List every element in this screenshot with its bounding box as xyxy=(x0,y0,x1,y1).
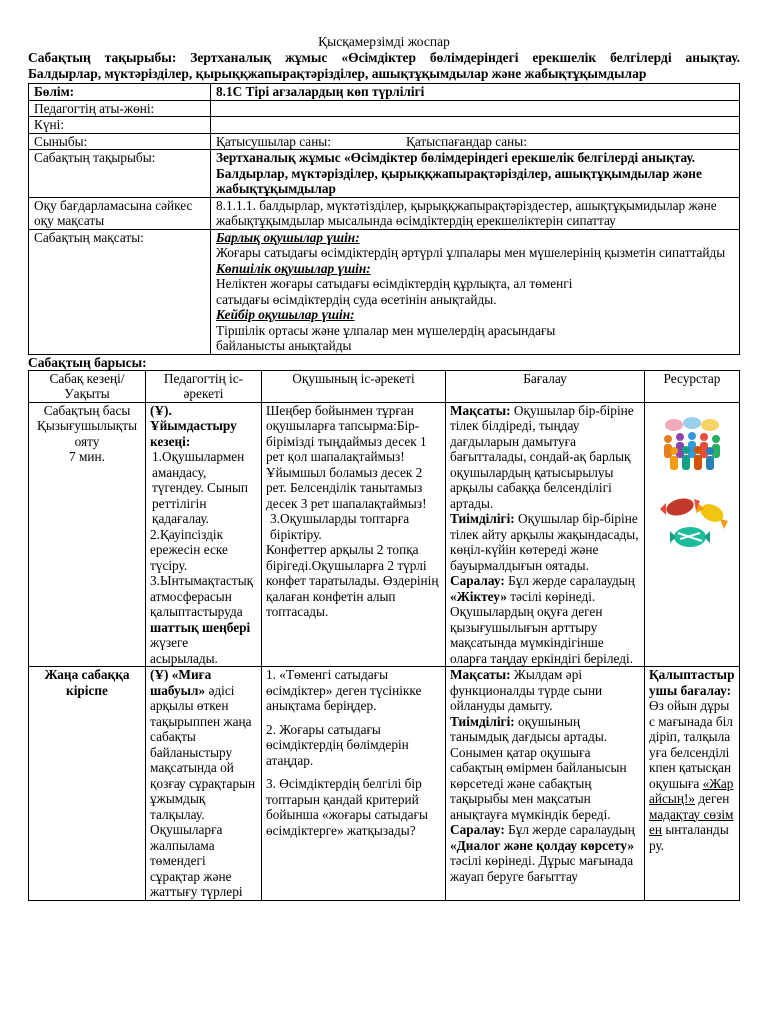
teacher-cell-intro xyxy=(146,667,262,901)
student-question-2: 2. Жоғары сатыдағы өсімдіктердің бөлімдерін атаңдар. xyxy=(266,721,409,768)
praise-word: «Жарайсың!» xyxy=(649,775,734,806)
teacher-intro-text: әдісі арқылы өткен тақырыппен жаңа сабақты байланыстыру мақсатында ой қозғау сұрақтарын ұжымдық талқылау. Оқушыларға жалпылама төмендегі сұрақтар және жаттығу түрлері xyxy=(150,682,256,899)
eval-goal xyxy=(450,403,640,512)
eval-diff-text-a-intro: Бұл жерде саралаудың xyxy=(508,822,635,837)
class-label: Сыныбы: xyxy=(29,133,211,150)
goal-all-heading: Барлық оқушылар үшін: xyxy=(216,229,360,245)
date-label: Күні: xyxy=(29,117,211,134)
teacher-item-3-a: 3.Ынтымақтастық атмосферасын қалыптастыруда xyxy=(150,573,254,619)
date-value xyxy=(211,117,740,134)
resources-cell xyxy=(645,402,740,667)
eval-goal-label: Мақсаты: xyxy=(450,402,511,418)
goal-most-heading: Көпшілік оқушылар үшін: xyxy=(216,260,371,276)
attendance-cell xyxy=(211,133,740,150)
teacher-row xyxy=(29,100,740,117)
eval-goal-text-intro: Жылдам әрі функционалды түрде сыни ойлануды дамыту. xyxy=(450,667,603,713)
lesson-topic-line1: Сабақтың тақырыбы: Зертханалық жұмыс «Өсімдіктер бөлімдеріндегі ерекшелік белгілерді анықтау. xyxy=(28,50,740,65)
stage-name: Сабақтың басы Қызығушылықты ояту xyxy=(36,402,138,449)
eval-goal-intro xyxy=(450,667,640,714)
present-label: Қатысушылар саны: xyxy=(216,133,331,149)
stage-cell-intro: Жаңа сабаққа кіріспе xyxy=(29,667,146,901)
topic-label: Сабақтың тақырыбы: xyxy=(29,150,211,198)
goal-value xyxy=(211,229,740,354)
stage-time: 7 мин. xyxy=(69,449,105,464)
eval-goal-label-intro: Мақсаты: xyxy=(450,667,511,682)
section-value: 8.1С Тірі ағзалардың көп түрлілігі xyxy=(211,84,740,101)
student-cell xyxy=(262,402,446,667)
flow-row-opening xyxy=(29,402,740,667)
objective-row xyxy=(29,197,740,229)
col-eval: Бағалау xyxy=(446,370,645,402)
class-row xyxy=(29,133,740,150)
teacher-item-1: 1.Оқушылармен амандасу, түгендеу. Сынып реттілігін қадағалау. xyxy=(152,449,249,526)
eval-diff-text-a: Бұл жерде саралаудың xyxy=(508,573,635,588)
student-p3: Конфеттер арқылы 2 топқа бірігеді.Оқушыларға 2 түрлі конфет таратылады. Өздерінің қалаған конфетін алып топтасады. xyxy=(266,542,439,619)
eval-eff-intro xyxy=(450,714,640,823)
eval-cell-intro xyxy=(446,667,645,901)
col-stage: Сабақ кезеңі/Уақыты xyxy=(29,370,146,402)
lesson-topic-line2: Балдырлар, мүктәрізділер, қырыққжапырақтәрізділер, ашықтұқымдылар және жабықтұқымдылар xyxy=(28,66,647,81)
formative-assessment-label: Қалыптастырушы бағалау: xyxy=(649,667,735,698)
col-resources: Ресурстар xyxy=(645,370,740,402)
teacher-value xyxy=(211,100,740,117)
eval-diff-text-b-intro: тәсілі көрінеді. Дұрыс мағынада жауап беруге бағыттау xyxy=(450,853,634,884)
formative-assessment-text: Өз ойын дұрыс мағынада білдіріп, талқылауға белсенділікпен қатысқан оқушыға xyxy=(649,698,733,791)
goal-most-text: Неліктен жоғары сатыдағы өсімдіктердің құрлықта, ал төменгі сатыдағы өсімдіктердің суда өсетінін анықтайды. xyxy=(216,276,573,307)
objective-label: Оқу бағдарламасына сәйкес оқу мақсаты xyxy=(29,197,211,229)
student-question-3: 3. Өсімдіктердің белгілі бір топтарын қандай критерий бойынша «жоғары сатыдағы өсімдіктерге» жатқызады? xyxy=(266,776,428,838)
goal-label: Сабақтың мақсаты: xyxy=(29,229,211,354)
col-teacher: Педагогтің іс-әрекеті xyxy=(146,370,262,402)
goal-all-text: Жоғары сатыдағы өсімдіктердің әртүрлі ұлпалары мен мүшелерінің қызметін сипаттайды xyxy=(216,245,726,260)
teacher-item-3-b: жүзеге асырылады. xyxy=(150,635,218,666)
eval-eff-text-intro: оқушының танымдық дағдысы артады. Сонымен қатар оқушыға сабақтың өмірмен байланысын көрсетеді және сабақтың тақырыбы мен мақсатын анықтауға мүмкіндік береді. xyxy=(450,713,627,822)
goal-some-text: Тіршілік ортасы және ұлпалар мен мүшелердің арасындағы байланысты анықтайды xyxy=(216,322,556,353)
flow-header-row xyxy=(29,370,740,402)
eval-diff-intro xyxy=(450,822,640,884)
people-group-icon xyxy=(660,417,724,471)
eval-diff-label: Саралау: xyxy=(450,573,505,588)
student-p1: Шеңбер бойынмен тұрған оқушыларға тапсырма:Бір-бірімізді тыңдаймыз десек 1 рет қол шапалақтаймыз! Ұйымшыл боламыз десек 2 рет. Белсенділік танытамыз десек 3 рет шапалақтаймыз! xyxy=(266,402,427,511)
lesson-flow-table xyxy=(28,370,740,901)
eval-eff-label: Тиімділігі: xyxy=(450,511,515,526)
objective-value: 8.1.1.1. балдырлар, мүктәтізділер, қырыққжапырақтәріздестер, ашықтұқымидылар және жабықтұқымдылар мысалында өсімдіктердің ерекшеліктерін сипаттау xyxy=(211,197,740,229)
teacher-heading: (Ұ). Ұйымдастыру кезеңі: xyxy=(150,402,237,449)
teacher-item-3-bold: шаттық шеңбері xyxy=(150,619,251,635)
lesson-topic-heading xyxy=(28,50,740,82)
candy-icon xyxy=(650,489,734,559)
lesson-plan-page xyxy=(28,34,740,901)
date-row xyxy=(29,117,740,134)
lesson-flow-heading: Сабақтың барысы: xyxy=(28,354,147,370)
stage-cell xyxy=(29,402,146,667)
teacher-cell xyxy=(146,402,262,667)
topic-row xyxy=(29,150,740,198)
teacher-item-2: 2.Қауіпсіздік ережесін еске түсіру. xyxy=(150,526,228,573)
eval-diff-bold: «Жіктеу» xyxy=(450,588,507,604)
section-label: Бөлім: xyxy=(29,84,211,101)
eval-eff-label-intro: Тиімділігі: xyxy=(450,713,515,729)
absent-label: Қатыспағандар саны: xyxy=(406,133,527,149)
eval-diff-label-intro: Саралау: xyxy=(450,822,505,837)
teacher-item-3 xyxy=(150,573,257,666)
eval-diff-text-b: тәсілі көрінеді. Оқушылардың оқуға деген қызығушылығын арттыру мақсатында мүмкіндігінше оларға таңдау еркіндігі беріледі. xyxy=(450,588,634,666)
eval-goal-text: Оқушылар бір-біріне тілек білдіреді, тыңдау дағдыларын дамытуға бағытталады, сондай-ақ барлық оқушылардың қатысырылуы арқылы сабаққа белсенділігі артады. xyxy=(450,402,634,511)
section-row xyxy=(29,84,740,101)
formative-assessment-text-2: деген xyxy=(698,791,730,806)
eval-diff xyxy=(450,573,640,666)
brainstorm-method: (Ұ) «Миға шабуыл» xyxy=(150,667,212,698)
goal-some-heading: Кейбір оқушылар үшін: xyxy=(216,307,355,322)
eval-diff-bold-intro: «Диалог және қолдау көрсету» xyxy=(450,837,635,853)
eval-eff-text: Оқушылар бір-біріне тілек айту арқылы жақындасады, көңіл-күйін көтереді және бауырмалдығын оятады. xyxy=(450,511,639,573)
flow-row-intro xyxy=(29,667,740,901)
info-table xyxy=(28,83,740,355)
student-question-1: 1. «Төменгі сатыдағы өсімдіктер» деген түсінікке анықтама беріңдер. xyxy=(266,667,422,713)
teacher-label: Педагогтің аты-жөні: xyxy=(29,100,211,117)
document-title: Қысқамерзімді жоспар xyxy=(318,34,450,49)
col-student: Оқушының іс-әрекеті xyxy=(262,370,446,402)
goal-row xyxy=(29,229,740,354)
topic-value: Зертханалық жұмыс «Өсімдіктер бөлімдеріндегі ерекшелік белгілерді анықтау. Балдырлар, мүктәрізділер, қырыққжапырақтәрізділер, ашықтұқымдылар және жабықтұқымдылар xyxy=(211,150,740,198)
resources-cell-intro xyxy=(645,667,740,901)
student-cell-intro xyxy=(262,667,446,901)
formative-assessment-text-3: ынталандыру. xyxy=(649,822,729,853)
eval-cell xyxy=(446,402,645,667)
student-p2: 3.Оқушыларды топтарға біріктіру. xyxy=(270,511,410,542)
eval-eff xyxy=(450,511,640,573)
praise-phrase: мадақтау сөзімен xyxy=(649,806,734,837)
